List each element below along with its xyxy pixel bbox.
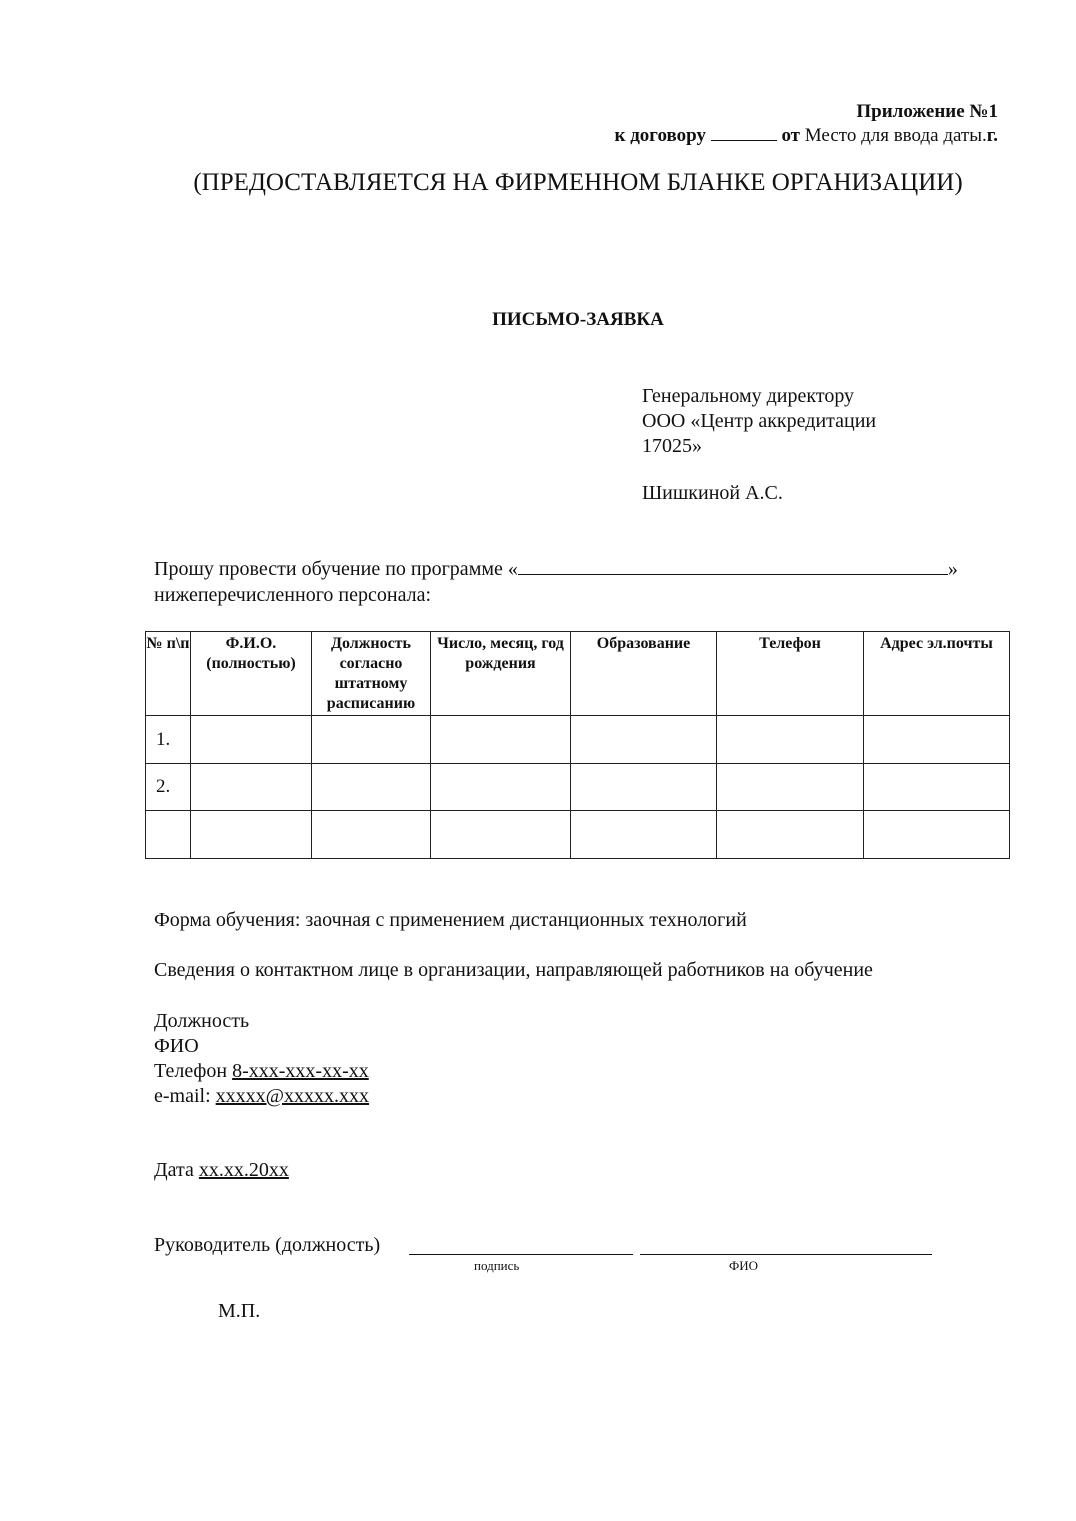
contact-info-heading: Сведения о контактном лице в организации, направляющей работников на обучение [154,959,873,981]
cell-education[interactable] [571,811,717,859]
contact-name-label: ФИО [154,1035,199,1057]
table-row [146,716,1010,764]
date-row [154,1159,289,1182]
table-row [146,811,1010,859]
header-position: Должность согласно штатному расписанию [312,632,431,716]
name-caption: ФИО [729,1258,759,1273]
row-number: 2. [146,764,191,811]
row-number [146,811,191,859]
header-email: Адрес эл.почты [864,632,1010,716]
contact-position-label: Должность [154,1010,250,1032]
row-number: 1. [146,716,191,764]
addressee-line-2: ООО «Центр аккредитации [642,410,877,432]
addressee-line-1: Генеральному директору [642,385,855,407]
header-birthdate: Число, месяц, год рождения [431,632,571,716]
contact-phone-label: Телефон [154,1060,228,1082]
contract-reference [615,125,999,147]
cell-phone[interactable] [717,811,864,859]
contact-phone-value[interactable]: 8-ххх-ххх-хх-хх [232,1060,369,1082]
cell-birthdate[interactable] [431,811,571,859]
cell-birthdate[interactable] [431,764,571,811]
cell-fullname[interactable] [191,716,312,764]
request-suffix: » [947,558,958,580]
header-phone: Телефон [717,632,864,716]
table-header-row [146,632,1010,716]
contact-phone-row [154,1059,369,1084]
cell-email[interactable] [864,811,1010,859]
contact-email-value[interactable]: ххххх@ххххх.ххх [215,1085,370,1107]
letterhead-note: (ПРЕДОСТАВЛЯЕТСЯ НА ФИРМЕННОМ БЛАНКЕ ОРГАНИЗАЦИИ) [193,169,963,196]
cell-email[interactable] [864,716,1010,764]
cell-position[interactable] [312,716,431,764]
contact-email-label: e-mail: [154,1085,211,1107]
request-line [154,558,958,581]
addressee-name: Шишкиной А.С. [642,482,783,504]
cell-phone[interactable] [717,764,864,811]
addressee-block [642,384,876,459]
cell-position[interactable] [312,764,431,811]
stamp-label: М.П. [218,1300,261,1322]
header-education: Образование [571,632,717,716]
personnel-table [145,631,1010,859]
cell-education[interactable] [571,764,717,811]
document-title: ПИСЬМО-ЗАЯВКА [492,309,664,330]
cell-fullname[interactable] [191,764,312,811]
year-suffix: г. [986,125,998,146]
signature-label: Руководитель (должность) [154,1234,381,1256]
date-value[interactable]: хх.хх.20хх [198,1159,289,1181]
program-name-field[interactable] [518,574,948,575]
contact-block [154,1009,369,1109]
signer-name-field[interactable] [640,1254,932,1255]
cell-email[interactable] [864,764,1010,811]
table-row [146,764,1010,811]
appendix-label: Приложение №1 [856,101,998,122]
contract-from: от [781,125,801,146]
header-fullname: Ф.И.О. (полностью) [191,632,312,716]
header-number: № п\п [146,632,191,716]
cell-education[interactable] [571,716,717,764]
signature-caption: подпись [474,1258,520,1273]
cell-birthdate[interactable] [431,716,571,764]
cell-phone[interactable] [717,716,864,764]
contact-email-row [154,1084,369,1109]
contract-date-field[interactable]: Место для ввода даты. [804,125,987,146]
request-prefix: Прошу провести обучение по программе « [154,558,518,580]
study-form: Форма обучения: заочная с применением дистанционных технологий [154,909,747,931]
request-line-2: нижеперечисленного персонала: [154,584,432,606]
date-label: Дата [154,1159,194,1181]
addressee-line-3: 17025» [642,435,702,457]
signature-field[interactable] [409,1254,633,1255]
contract-prefix: к договору [614,125,706,146]
cell-position[interactable] [312,811,431,859]
contract-number-field[interactable] [711,140,777,141]
cell-fullname[interactable] [191,811,312,859]
